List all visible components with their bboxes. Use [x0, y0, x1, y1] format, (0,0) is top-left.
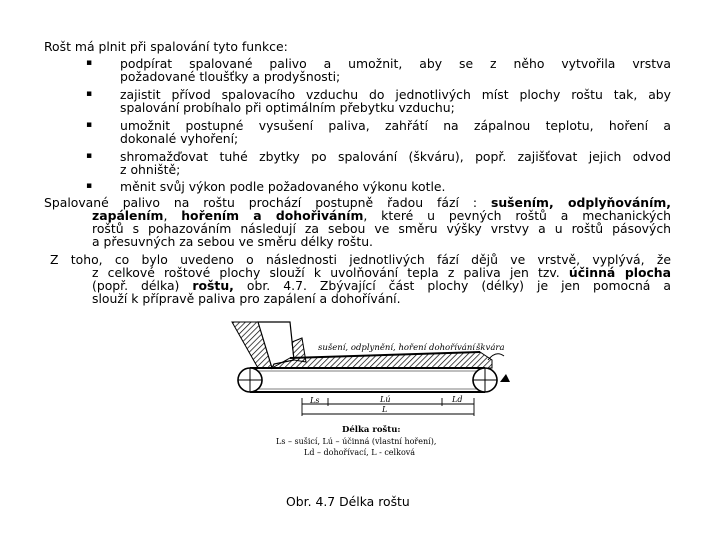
- para2-line-1: Z toho, co bylo uvedeno o následnosti jednotlivých fází dějů ve vrstvě, vyplývá, že: [50, 252, 671, 267]
- dim-ls-label: Ls: [310, 396, 320, 405]
- bullet-marker: ▪: [86, 181, 93, 191]
- legend-title: Délka roštu:: [342, 425, 401, 435]
- bullet-3-line-2: dokonalé vyhoření;: [120, 131, 239, 146]
- bullet-marker: ▪: [86, 89, 93, 99]
- para1-line-4: a přesuvných za sebou ve směru délky roštu.: [92, 234, 373, 249]
- para1-line-1: Spalované palivo na roštu prochází postupně řadou fází : sušením, odplyňováním,: [44, 195, 671, 210]
- bullet-2-line-2: spalování probíhalo při optimálním přebytku vzduchu;: [120, 100, 455, 115]
- para2-line-3: (popř. délka) roštu, obr. 4.7. Zbývající část plochy (délky) je jen pomocná a: [92, 278, 672, 293]
- para1-line-3: roštů s pohazováním následují za sebou ve směru výšky vrstvy a u roštů pásových: [92, 221, 671, 236]
- bullet-4-line-2: z ohniště;: [120, 162, 181, 177]
- bullet-5-line-1: měnit svůj výkon podle požadovaného výkonu kotle.: [120, 179, 446, 194]
- bullet-4-line-1: shromažďovat tuhé zbytky po spalování (škváru), popř. zajišťovat jejich odvod: [120, 149, 671, 164]
- bullet-2-line-1: zajistit přívod spalovacího vzduchu do jednotlivých míst plochy roštu tak, aby: [120, 87, 671, 102]
- para2-line-2: z celkové roštové plochy slouží k uvolňování tepla z paliva jen tzv. účinná plocha: [92, 265, 671, 280]
- slag-label: škvára: [476, 343, 505, 353]
- dim-l-label: L: [382, 405, 388, 414]
- bullet-3-line-1: umožnit postupné vysušení paliva, zahřátí na zápalnou teplotu, hoření a: [120, 118, 671, 133]
- phase-label: sušení, odplynění, hoření dohořívání: [318, 343, 476, 353]
- bullet-1-line-1: podpírat spalované palivo a umožnit, aby se z něho vytvořila vrstva: [120, 56, 671, 71]
- bullet-1-line-2: požadované tloušťky a prodyšnosti;: [120, 69, 341, 84]
- figure-caption: Obr. 4.7 Délka roštu: [286, 494, 410, 509]
- legend-line-2: Ld – dohořívací, L - celková: [304, 448, 416, 457]
- intro-text: Rošt má plnit při spalování tyto funkce:: [44, 39, 288, 54]
- support-icon: [500, 374, 510, 382]
- para2-line-4: slouží k přípravě paliva pro zapálení a dohořívání.: [92, 291, 401, 306]
- dim-ld-label: Ld: [452, 395, 463, 404]
- legend-line-1: Ls – sušicí, Lú – účinná (vlastní hoření),: [276, 437, 437, 446]
- rear-roller: [473, 368, 497, 392]
- grate-belt: [250, 368, 485, 392]
- grate-length-diagram: [230, 320, 510, 465]
- para1-line-2: zapálením, hořením a dohořiváním, které u pevných roštů a mechanických: [92, 208, 671, 223]
- bullet-marker: ▪: [86, 120, 93, 130]
- bullet-marker: ▪: [86, 58, 93, 68]
- bullet-marker: ▪: [86, 151, 93, 161]
- front-roller: [238, 368, 262, 392]
- dim-lu-label: Lú: [380, 395, 391, 404]
